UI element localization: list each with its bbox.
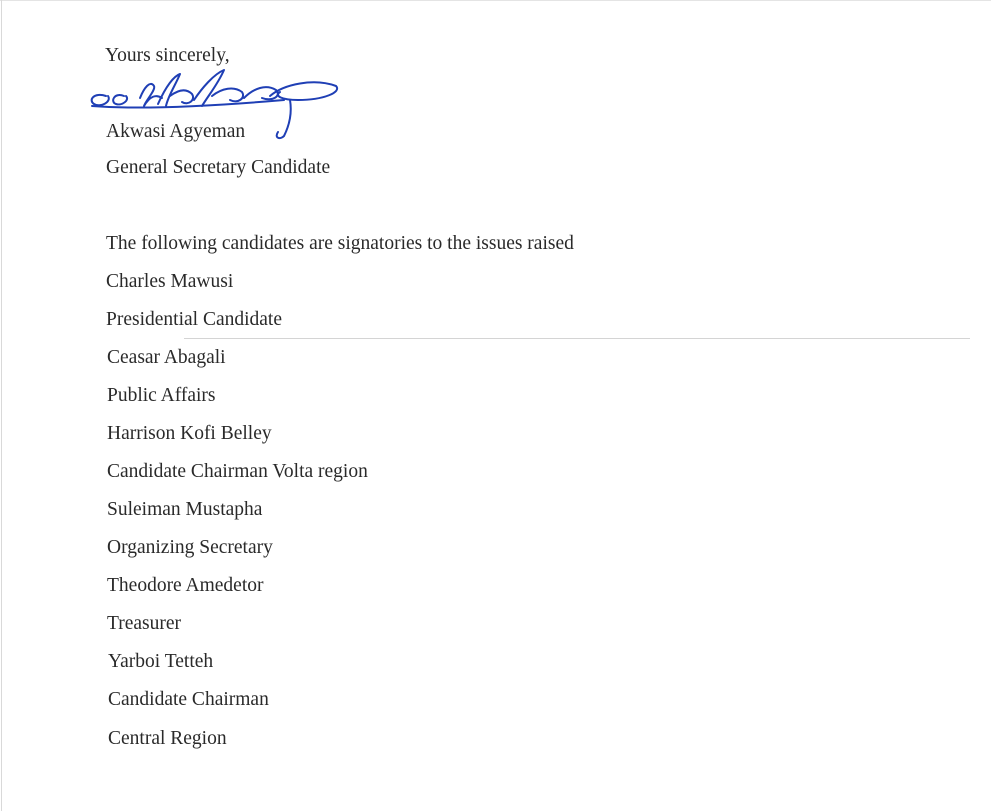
signatory-name: Theodore Amedetor <box>107 575 264 596</box>
signatory-name: Suleiman Mustapha <box>107 499 263 520</box>
signatory-name: Ceasar Abagali <box>107 347 226 368</box>
signatory-name: Yarboi Tetteh <box>108 651 214 672</box>
signatory-name: Charles Mawusi <box>106 271 234 292</box>
signer-title: General Secretary Candidate <box>106 157 331 178</box>
signatory-role: Candidate Chairman <box>108 689 269 710</box>
signatory-role: Presidential Candidate <box>106 309 282 330</box>
faint-scan-line <box>184 338 970 339</box>
signatory-role: Organizing Secretary <box>107 537 273 558</box>
signer-name: Akwasi Agyeman <box>106 121 246 142</box>
signatory-name: Harrison Kofi Belley <box>107 423 272 444</box>
page-left-edge <box>1 0 2 811</box>
signatory-role: Candidate Chairman Volta region <box>107 461 368 482</box>
closing-line: Yours sincerely, <box>105 45 230 66</box>
signatory-role: Treasurer <box>107 613 182 634</box>
signatories-intro: The following candidates are signatories to the issues raised <box>106 233 574 254</box>
signatory-role: Public Affairs <box>107 385 216 406</box>
page-top-edge <box>0 0 991 1</box>
trailing-line: Central Region <box>108 728 227 749</box>
